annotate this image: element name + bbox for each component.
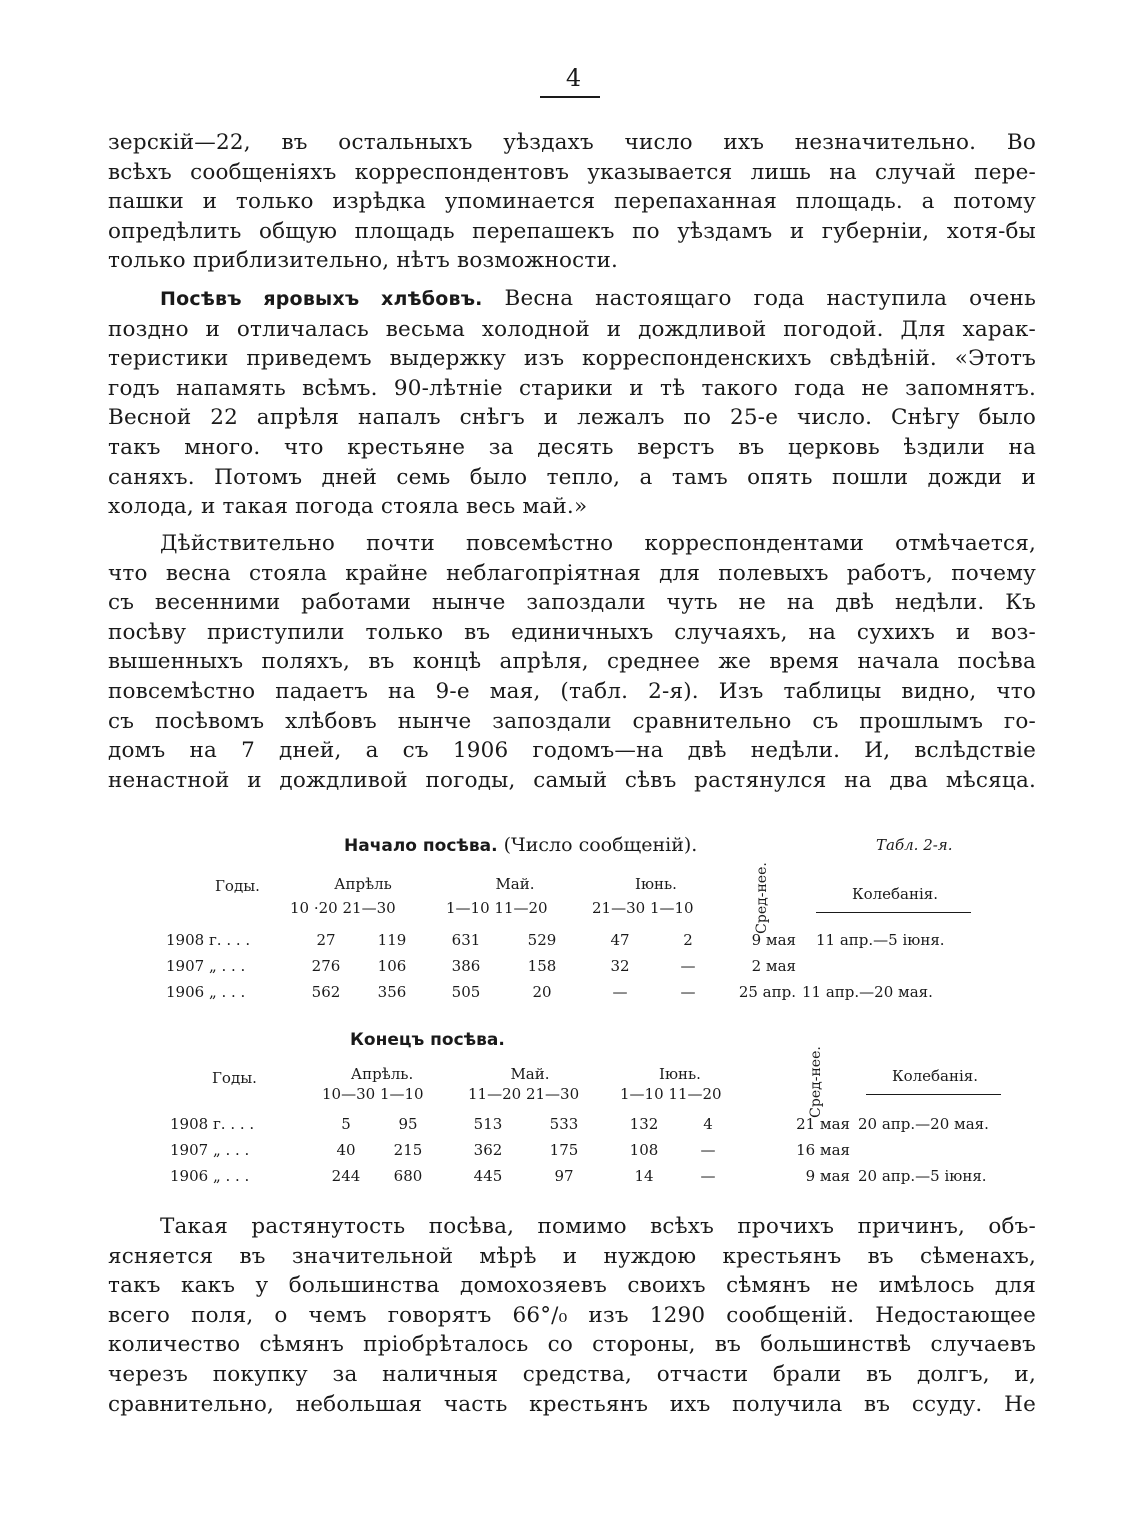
text-line: холода, и такая погода стояла весь май.» bbox=[108, 494, 588, 520]
header-may: Май. bbox=[495, 875, 535, 893]
cell: 276 bbox=[311, 957, 341, 975]
header-years: Годы. bbox=[212, 1069, 257, 1087]
text-line: количество сѣмянъ пріобрѣталось со стороны, въ большинствѣ случаевъ bbox=[108, 1332, 1036, 1358]
text-line: только приблизительно, нѣтъ возможности. bbox=[108, 248, 619, 274]
paragraph-1 bbox=[108, 128, 1036, 276]
cell: 27 bbox=[316, 931, 336, 949]
header-range: Колебанія. bbox=[851, 885, 939, 903]
cell: 95 bbox=[398, 1115, 418, 1133]
header-april: Апрѣль bbox=[334, 875, 392, 893]
header-april: Апрѣль. bbox=[350, 1065, 414, 1083]
text-line: Посѣвъ яровыхъ хлѣбовъ. Весна настоящаго года наступила очень bbox=[160, 286, 1036, 311]
cell: 505 bbox=[451, 983, 481, 1001]
cell: — bbox=[700, 1167, 716, 1185]
cell: 158 bbox=[527, 957, 557, 975]
cell: 215 bbox=[393, 1141, 423, 1159]
cell: 244 bbox=[331, 1167, 361, 1185]
text-line: поздно и отличалась весьма холодной и дождливой погодой. Для харак- bbox=[108, 316, 1036, 342]
cell: 356 bbox=[377, 983, 407, 1001]
text-line: Такая растянутость посѣва, помимо всѣхъ прочихъ причинъ, объ- bbox=[160, 1214, 1036, 1239]
cell: 445 bbox=[473, 1167, 503, 1185]
cell: 175 bbox=[549, 1141, 579, 1159]
cell-average: 16 мая bbox=[796, 1141, 850, 1159]
cell-average: 9 мая bbox=[805, 1167, 850, 1185]
header-years: Годы. bbox=[215, 877, 260, 895]
row-year: 1908 г. . . . bbox=[170, 1115, 255, 1133]
cell: 97 bbox=[554, 1167, 574, 1185]
page-number: 4 bbox=[565, 64, 582, 92]
subheader-june: 1—10 11—20 bbox=[620, 1085, 722, 1103]
table-title: Конецъ посѣва. bbox=[350, 1030, 505, 1050]
text-line: опредѣлить общую площадь перепашекъ по уѣздамъ и губерніи, хотя-бы bbox=[108, 218, 1036, 244]
text-line: годъ напамять всѣмъ. 90-лѣтніе старики и тѣ такого года не запомнятъ. bbox=[108, 375, 1036, 401]
text-line: съ весенними работами нынче запоздали чуть не на двѣ недѣли. Къ bbox=[108, 590, 1036, 616]
cell: 533 bbox=[549, 1115, 579, 1133]
page-number-rule bbox=[540, 96, 600, 98]
cell: 2 bbox=[683, 931, 693, 949]
cell: 631 bbox=[451, 931, 481, 949]
cell-range: 11 апр.—20 мая. bbox=[802, 983, 933, 1001]
cell-range: 11 апр.—5 іюня. bbox=[816, 931, 945, 949]
cell: 47 bbox=[610, 931, 630, 949]
header-may: Май. bbox=[510, 1065, 550, 1083]
range-rule bbox=[816, 912, 971, 913]
text-line: вышенныхъ поляхъ, въ концѣ апрѣля, среднее же время начала посѣва bbox=[108, 649, 1036, 675]
cell: 20 bbox=[532, 983, 552, 1001]
cell: 40 bbox=[336, 1141, 356, 1159]
text-line: посѣву приступили только въ единичныхъ случаяхъ, на сухихъ и воз- bbox=[108, 619, 1036, 645]
row-year: 1907 „ . . . bbox=[170, 1141, 250, 1159]
cell: 14 bbox=[634, 1167, 654, 1185]
subheader-june: 21—30 1—10 bbox=[592, 899, 694, 917]
cell: 562 bbox=[311, 983, 341, 1001]
cell: — bbox=[612, 983, 628, 1001]
cell: 680 bbox=[393, 1167, 423, 1185]
row-year: 1908 г. . . . bbox=[166, 931, 251, 949]
cell: — bbox=[680, 957, 696, 975]
text-line: повсемѣстно падаетъ на 9-е мая, (табл. 2-я). Изъ таблицы видно, что bbox=[108, 678, 1036, 704]
cell: 106 bbox=[377, 957, 407, 975]
table-title: Начало посѣва. (Число сообщеній). bbox=[344, 834, 698, 856]
text-line: саняхъ. Потомъ дней семь было тепло, а тамъ опять пошли дожди и bbox=[108, 464, 1036, 490]
header-average: Сред-нее. bbox=[807, 1046, 824, 1118]
subheader-may: 1—10 11—20 bbox=[446, 899, 548, 917]
row-year: 1906 „ . . . bbox=[166, 983, 246, 1001]
text-line: съ посѣвомъ хлѣбовъ нынче запоздали сравнительно съ прошлымъ го- bbox=[108, 708, 1036, 734]
paragraph-2 bbox=[108, 284, 1036, 522]
table-label: Табл. 2-я. bbox=[876, 836, 953, 854]
text-line: черезъ покупку за наличныя средства, отчасти брали въ долгъ, и, bbox=[108, 1361, 1036, 1387]
text-line: Дѣйствительно почти повсемѣстно корреспондентами отмѣчается, bbox=[160, 531, 1036, 556]
header-june: Іюнь. bbox=[659, 1065, 701, 1083]
subheader-april: 10—30 1—10 bbox=[322, 1085, 424, 1103]
cell: — bbox=[680, 983, 696, 1001]
cell: — bbox=[700, 1141, 716, 1159]
cell-average: 9 мая bbox=[751, 931, 796, 949]
cell-average: 2 мая bbox=[751, 957, 796, 975]
cell: 108 bbox=[629, 1141, 659, 1159]
cell: 5 bbox=[341, 1115, 351, 1133]
text-line: пашки и только изрѣдка упоминается перепаханная площадь. а потому bbox=[108, 189, 1036, 215]
subheader-may: 11—20 21—30 bbox=[468, 1085, 580, 1103]
text-line: сравнительно, небольшая часть крестьянъ ихъ получила въ ссуду. Не bbox=[108, 1391, 1036, 1417]
header-range: Колебанія. bbox=[891, 1067, 979, 1085]
text-line: всего поля, о чемъ говорятъ 66°/₀ изъ 1290 сообщеній. Недостающее bbox=[108, 1302, 1036, 1328]
text-line: такъ много. что крестьяне за десять верстъ въ церковь ѣздили на bbox=[108, 434, 1036, 460]
paragraph-3 bbox=[108, 529, 1036, 795]
cell: 119 bbox=[377, 931, 407, 949]
text-line: такъ какъ у большинства домохозяевъ своихъ сѣмянъ не имѣлось для bbox=[108, 1273, 1036, 1299]
row-year: 1907 „ . . . bbox=[166, 957, 246, 975]
cell: 132 bbox=[629, 1115, 659, 1133]
text-line: зерскій—22, въ остальныхъ уѣздахъ число ихъ незначительно. Во bbox=[108, 130, 1036, 155]
text-line: что весна стояла крайне неблагопріятная для полевыхъ работъ, почему bbox=[108, 560, 1036, 586]
header-june: Іюнь. bbox=[635, 875, 677, 893]
subheader-april: 10 ·20 21—30 bbox=[290, 899, 396, 917]
text-line: ненастной и дождливой погоды, самый сѣвъ растянулся на два мѣсяца. bbox=[108, 767, 1036, 793]
header-average: Сред-нее. bbox=[753, 862, 770, 934]
text-line: всѣхъ сообщеніяхъ корреспондентовъ указывается лишь на случай пере- bbox=[108, 159, 1036, 185]
cell: 32 bbox=[610, 957, 630, 975]
cell: 529 bbox=[527, 931, 557, 949]
text-line: домъ на 7 дней, а съ 1906 годомъ—на двѣ недѣли. И, вслѣдствіе bbox=[108, 738, 1036, 764]
range-rule bbox=[866, 1094, 1001, 1095]
cell-range: 20 апр.—20 мая. bbox=[858, 1115, 989, 1133]
cell: 513 bbox=[473, 1115, 503, 1133]
cell-average: 25 апр. bbox=[738, 983, 796, 1001]
cell: 386 bbox=[451, 957, 481, 975]
section-heading: Посѣвъ яровыхъ хлѣбовъ. bbox=[160, 288, 483, 310]
paragraph-4 bbox=[108, 1212, 1036, 1419]
row-year: 1906 „ . . . bbox=[170, 1167, 250, 1185]
cell-range: 20 апр.—5 іюня. bbox=[858, 1167, 987, 1185]
cell-average: 21 мая bbox=[796, 1115, 850, 1133]
cell: 362 bbox=[473, 1141, 503, 1159]
text-line: Весной 22 апрѣля напалъ снѣгъ и лежалъ по 25-е число. Снѣгу было bbox=[108, 405, 1036, 431]
cell: 4 bbox=[703, 1115, 713, 1133]
text-line: теристики приведемъ выдержку изъ корреспонденскихъ свѣдѣній. «Этотъ bbox=[108, 346, 1036, 372]
text-line: ясняется въ значительной мѣрѣ и нуждою крестьянъ въ сѣменахъ, bbox=[108, 1243, 1036, 1269]
